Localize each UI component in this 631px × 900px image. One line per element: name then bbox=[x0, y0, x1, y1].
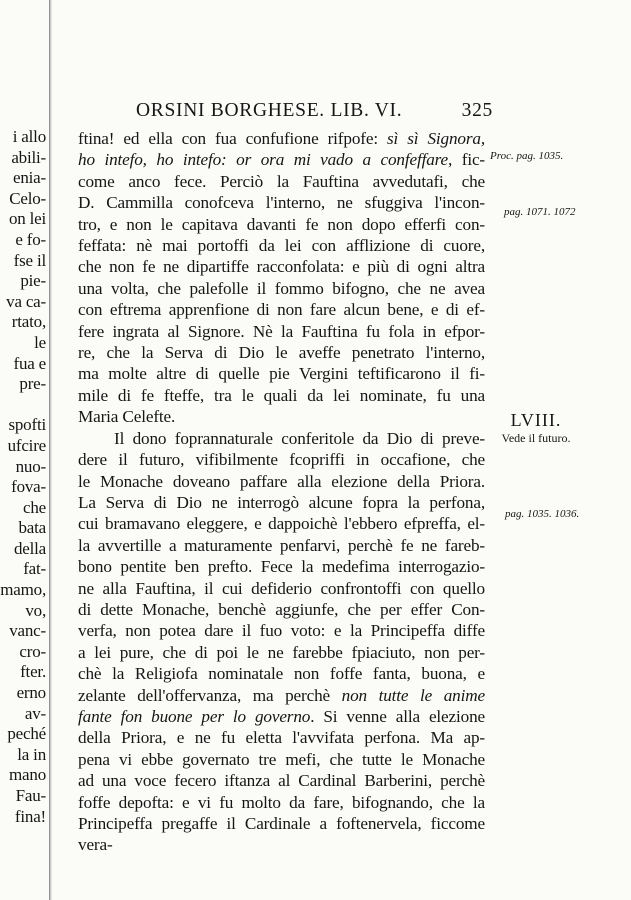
line-text: di dette Monache, benchè aggiunfe, che per effer Con- bbox=[78, 599, 485, 619]
italic-phrase: ho intefo, ho intefo: or ora mi vado a confeffare bbox=[78, 150, 449, 170]
prev-page-fragment: Fau- bbox=[15, 786, 46, 805]
text-line bbox=[78, 342, 485, 363]
text-line bbox=[78, 406, 485, 427]
line-text: verfa, non potea dare il fuo voto: e la Principeffa diffe bbox=[78, 621, 485, 641]
text-line bbox=[78, 492, 485, 513]
prev-page-fragment: enia- bbox=[13, 168, 46, 188]
text-line bbox=[78, 256, 485, 277]
text-line bbox=[78, 770, 485, 791]
prev-page-fragment: i allo bbox=[12, 127, 46, 146]
line-text: della Priora, e ne fu eletta l'avvifata perfona. Ma ap- bbox=[78, 728, 485, 748]
text-line bbox=[78, 449, 485, 470]
line-text: pena vi ebbe governato tre mefi, che tutte le Monache bbox=[78, 749, 485, 769]
prev-page-fragment: on lei bbox=[8, 209, 46, 229]
prev-page-fragment: Celo- bbox=[9, 188, 46, 208]
prev-page-fragment: fua e bbox=[13, 353, 46, 373]
prev-page-fragment: fina! bbox=[14, 806, 46, 826]
line-text: foffe depofta: e vi fu molto da fare, bifognando, che la bbox=[78, 792, 485, 812]
text-line bbox=[78, 192, 485, 213]
prev-page-fragment: la in bbox=[17, 744, 46, 764]
prev-page-fragment: bata bbox=[18, 518, 46, 538]
line-text: dere il futuro, vifibilmente fcopriffi in occafione, che bbox=[78, 450, 485, 470]
line-text: le Monache doveano paffare alla elezione della Priora. bbox=[78, 471, 485, 491]
text-line bbox=[78, 706, 485, 727]
line-text: ma molte altre di quelle pie Vergini teftificarono il fi- bbox=[78, 364, 485, 384]
prev-page-fragment: erno bbox=[16, 683, 46, 703]
prev-page-fragment: fse il bbox=[13, 250, 46, 270]
page-number: 325 bbox=[461, 100, 493, 121]
running-header bbox=[118, 100, 493, 124]
prev-page-fragment: rtato, bbox=[11, 312, 46, 332]
margin-note-proc-1035: Proc. pag. 1035. bbox=[490, 150, 564, 162]
line-text: fere ingrata al Signore. Nè la Fauftina fu fola in efpor- bbox=[78, 321, 485, 341]
prev-page-fragment: le bbox=[34, 332, 46, 352]
prev-page-fragment: spofti bbox=[8, 415, 46, 435]
prev-page-fragment: mamo, bbox=[0, 580, 46, 600]
line-text: ftina! ed ella con fua confufione rifpofe: bbox=[78, 129, 388, 148]
text-line bbox=[78, 599, 485, 620]
line-text: con eftrema apprenfione di non fare alcun bene, e di ef- bbox=[78, 300, 485, 320]
line-text: una volta, che palefolle il fommo bifogno, che ne avea bbox=[78, 278, 485, 298]
line-text: La Serva di Dio ne interrogò alcune fopra la perfona, bbox=[78, 492, 485, 512]
text-line bbox=[78, 171, 485, 192]
prev-page-fragment: pre- bbox=[19, 374, 46, 394]
margin-note-1035-1036: pag. 1035. 1036. bbox=[505, 508, 580, 520]
prev-page-fragment: pie- bbox=[20, 271, 46, 291]
prev-page-fragment: mano bbox=[9, 765, 46, 785]
text-line bbox=[78, 556, 485, 577]
prev-page-fragment: ufcire bbox=[7, 435, 46, 455]
previous-page-edge-text bbox=[0, 127, 46, 827]
prev-page-fragment bbox=[0, 395, 46, 416]
text-line bbox=[78, 278, 485, 299]
chapter-number: LVIII. bbox=[510, 410, 562, 430]
text-line bbox=[78, 385, 485, 406]
prev-page-fragment: della bbox=[13, 538, 46, 558]
prev-page-fragment: peché bbox=[7, 724, 46, 744]
text-line bbox=[78, 471, 485, 492]
line-text: tro, e non le capitava davanti fe non dopo efferfi con- bbox=[78, 214, 485, 234]
prev-page-fragment: fova- bbox=[11, 477, 46, 497]
italic-phrase: non tutte le anime bbox=[341, 685, 485, 705]
book-gutter bbox=[49, 0, 52, 900]
text-line bbox=[78, 578, 485, 599]
prev-page-fragment: vo, bbox=[25, 600, 46, 620]
line-text: , fic- bbox=[448, 150, 485, 170]
text-line bbox=[78, 813, 485, 834]
prev-page-fragment: cro- bbox=[19, 641, 46, 661]
margin-note-1071: pag. 1071. 1072 bbox=[504, 206, 576, 218]
italic-phrase: sì sì Signora, bbox=[387, 129, 485, 148]
text-line bbox=[78, 214, 485, 235]
chapter-marker bbox=[488, 410, 584, 446]
text-line bbox=[78, 321, 485, 342]
line-text: . Si venne alla elezione bbox=[310, 706, 485, 726]
prev-page-fragment: che bbox=[23, 497, 46, 517]
prev-page-fragment: fat- bbox=[23, 559, 46, 579]
text-line bbox=[78, 513, 485, 534]
prev-page-fragment: vanc- bbox=[9, 621, 46, 641]
prev-page-fragment: abili- bbox=[11, 147, 46, 167]
prev-page-fragment: va ca- bbox=[6, 291, 46, 311]
line-text: D. Cammilla conofceva l'interno, ne sfuggiva l'incon- bbox=[78, 193, 485, 213]
text-line bbox=[78, 299, 485, 320]
line-text: feffata: nè mai portoffi da lei con afflizione di cuore, bbox=[78, 236, 485, 256]
line-text: Il dono foprannaturale conferitole da Dio di preve- bbox=[114, 428, 485, 448]
text-line bbox=[78, 128, 485, 149]
line-text: la avvertille a maturamente penfarvi, perchè fe ne fareb- bbox=[78, 535, 485, 555]
line-text: chè la Religiofa nominatale non foffe fanta, buona, e bbox=[78, 664, 485, 684]
text-line bbox=[78, 620, 485, 641]
text-line bbox=[78, 834, 485, 855]
line-text: cui bramavano eleggere, e dappoichè l'ebbero efpreffa, el- bbox=[78, 514, 485, 534]
prev-page-fragment: e fo- bbox=[15, 229, 46, 249]
line-text: mile di fe fteffe, tra le quali da lei nominate, fu una bbox=[78, 385, 485, 405]
prev-page-fragment: fter. bbox=[20, 662, 46, 682]
line-text: re, che la Serva di Dio le aveffe penetrato l'interno, bbox=[78, 343, 485, 363]
line-text: come anco fece. Perciò la Fauftina avvedutafi, che bbox=[78, 171, 485, 191]
text-line bbox=[78, 363, 485, 384]
text-line bbox=[78, 685, 485, 706]
text-line bbox=[78, 535, 485, 556]
running-title: ORSINI BORGHESE. LIB. VI. bbox=[136, 100, 403, 121]
text-line bbox=[78, 428, 485, 449]
line-text: Maria Celefte. bbox=[78, 407, 176, 427]
italic-phrase: fante fon buone per lo governo bbox=[78, 706, 311, 726]
line-text: zelante dell'offervanza, ma perchè bbox=[78, 685, 342, 705]
text-line bbox=[78, 235, 485, 256]
line-text: bono pentite ben prefto. Fece la medefima interrogazio- bbox=[78, 557, 485, 577]
chapter-subtitle: Vede il futuro. bbox=[501, 431, 571, 445]
line-text: Principeffa pregaffe il Cardinale a foftenervela, ficcome bbox=[78, 814, 485, 833]
text-line bbox=[78, 149, 485, 170]
text-line bbox=[78, 749, 485, 770]
text-line bbox=[78, 642, 485, 663]
line-text: ad una voce fecero iftanza al Cardinal Barberini, perchè bbox=[78, 771, 485, 791]
text-line bbox=[78, 727, 485, 748]
line-text: vera- bbox=[78, 835, 113, 855]
prev-page-fragment: nuo- bbox=[15, 456, 46, 476]
line-text: che non fe ne dipartiffe racconfolata: e più di ogni altra bbox=[78, 257, 485, 277]
line-text: a lei pure, che di poi le ne farebbe fpiaciuto, non per- bbox=[78, 642, 485, 662]
body-text bbox=[78, 128, 485, 856]
line-text: ne alla Fauftina, il cui defiderio confrontoffi con quello bbox=[78, 578, 485, 598]
text-line bbox=[78, 792, 485, 813]
text-line bbox=[78, 663, 485, 684]
prev-page-fragment: av- bbox=[24, 703, 46, 723]
